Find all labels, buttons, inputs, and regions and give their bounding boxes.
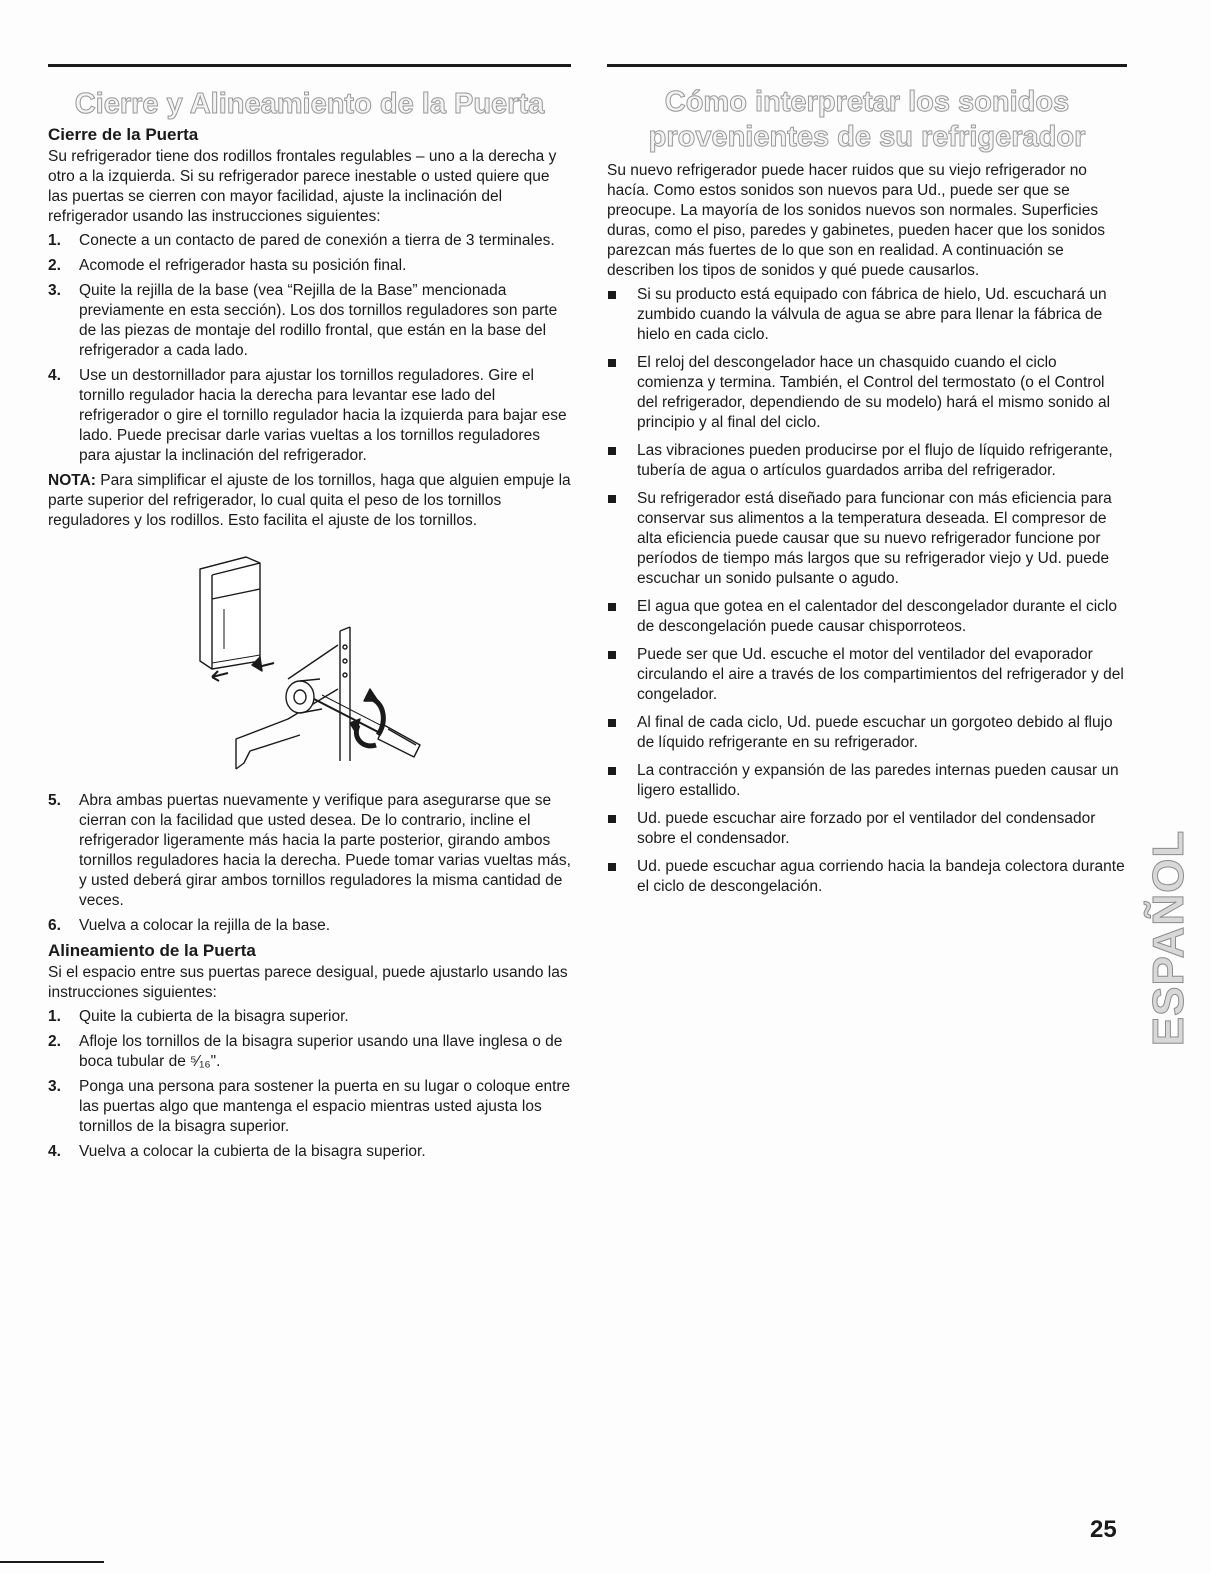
closure-heading: Cierre de la Puerta xyxy=(48,124,199,144)
bullet-icon xyxy=(607,809,637,849)
section-title-door: Cierre y Alineamiento de la Puerta xyxy=(74,88,545,120)
step-text: Afloje los tornillos de la bisagra superior usando una llave inglesa o de boca tubular de ⁵⁄₁₆". xyxy=(79,1032,563,1070)
list-item xyxy=(48,1077,571,1137)
step-text: Vuelva a colocar la cubierta de la bisagra superior. xyxy=(79,1142,426,1160)
step-text: Abra ambas puertas nuevamente y verifique para asegurarse que se cierran con la facilidad que usted desea. De lo contrario, incline el refrigerador ligeramente más hacia la parte posterior, girando ambos tornillos reguladores hacia la derecha. Puede tomar varias vueltas más, y usted deberá girar ambos tornillos reguladores la misma cantidad de veces. xyxy=(79,791,571,909)
list-item xyxy=(607,489,1127,589)
list-item xyxy=(48,231,571,251)
bullet-icon xyxy=(607,645,637,705)
step-text: Conecte a un contacto de pared de conexión a tierra de 3 terminales. xyxy=(79,231,555,249)
footer-rule xyxy=(0,1561,104,1563)
step-text: Use un destornillador para ajustar los tornillos reguladores. Gire el tornillo regulador hacia la derecha para levantar ese lado del refrigerador o gire el tornillo regulador hacia la izquierda para bajar ese lado. Puede precisar darle varias vueltas a los tornillos reguladores para ajustar la inclinación del refrigerador. xyxy=(79,366,567,464)
bullet-text: Ud. puede escuchar aire forzado por el ventilador del condensador sobre el condensador. xyxy=(637,809,1096,847)
bullet-text: Puede ser que Ud. escuche el motor del ventilador del evaporador circulando el aire a través de los compartimientos del refrigerador y del congelador. xyxy=(637,645,1124,703)
sounds-intro: Su nuevo refrigerador puede hacer ruidos que su viejo refrigerador no hacía. Como estos sonidos son nuevos para Ud., puede ser que se preocupe. La mayoría de los sonidos nuevos son normales. Superficies duras, como el piso, paredes y gabinetes, pueden hacer que los sonidos parezcan más fuertes de lo que son en realidad. A continuación se describen los tipos de sonidos y qué puede causarlos. xyxy=(607,161,1106,279)
list-item xyxy=(48,256,571,276)
closure-steps xyxy=(48,231,571,466)
page-number: 25 xyxy=(1090,1516,1117,1543)
list-item xyxy=(607,645,1127,705)
step-number: 1. xyxy=(48,231,61,249)
alignment-steps xyxy=(48,1007,571,1162)
step-number: 2. xyxy=(48,1032,61,1050)
bullet-icon xyxy=(607,713,637,753)
bullet-icon xyxy=(607,441,637,481)
step-number: 2. xyxy=(48,256,61,274)
list-item xyxy=(48,1032,571,1072)
step-number: 3. xyxy=(48,1077,61,1095)
step-number: 4. xyxy=(48,366,61,384)
left-column xyxy=(48,64,571,1167)
note-label: NOTA: xyxy=(48,471,96,489)
list-item xyxy=(607,857,1127,897)
bullet-text: El agua que gotea en el calentador del descongelador durante el ciclo de descongelación puede causar chisporroteos. xyxy=(637,597,1117,635)
note-paragraph xyxy=(48,471,571,531)
step-number: 5. xyxy=(48,791,61,809)
step-number: 1. xyxy=(48,1007,61,1025)
section-title-sounds: Cómo interpretar los sonidos provenientes de su refrigerador xyxy=(648,86,1086,153)
bullet-icon xyxy=(607,761,637,801)
right-column xyxy=(607,64,1127,905)
list-item xyxy=(48,1007,571,1027)
bullet-text: Su refrigerador está diseñado para funcionar con más eficiencia para conservar sus alimentos a la temperatura deseada. El compresor de alta eficiencia puede causar que su nuevo refrigerador funcione por períodos de tiempo más largos que su refrigerador viejo y Ud. puede escuchar un sonido pulsante o agudo. xyxy=(637,489,1112,587)
list-item xyxy=(607,597,1127,637)
bullet-text: La contracción y expansión de las paredes internas pueden causar un ligero estallido. xyxy=(637,761,1119,799)
list-item xyxy=(607,285,1127,345)
bullet-icon xyxy=(607,489,637,589)
top-rule xyxy=(607,64,1127,67)
language-side-tab xyxy=(1144,818,1194,1058)
top-rule xyxy=(48,64,571,67)
list-item xyxy=(607,713,1127,753)
bullet-icon xyxy=(607,353,637,433)
bullet-text: Ud. puede escuchar agua corriendo hacia la bandeja colectora durante el ciclo de descongelación. xyxy=(637,857,1125,895)
step-number: 6. xyxy=(48,916,61,934)
step-text: Quite la rejilla de la base (vea “Rejilla de la Base” mencionada previamente en esta sección). Los dos tornillos reguladores son parte de las piezas de montaje del rodillo frontal, que están en la base del refrigerador a cada lado. xyxy=(79,281,558,359)
closure-steps-continued xyxy=(48,791,571,936)
sounds-list xyxy=(607,285,1127,897)
bullet-icon xyxy=(607,285,637,345)
list-item xyxy=(607,353,1127,433)
step-number: 3. xyxy=(48,281,61,299)
bullet-text: Si su producto está equipado con fábrica de hielo, Ud. escuchará un zumbido cuando la válvula de agua se abre para llenar la fábrica de hielo en cada ciclo. xyxy=(637,285,1107,343)
step-text: Quite la cubierta de la bisagra superior. xyxy=(79,1007,349,1025)
bullet-text: Las vibraciones pueden producirse por el flujo de líquido refrigerante, tubería de agua o artículos guardados arriba del refrigerador. xyxy=(637,441,1113,479)
language-label: ESPAÑOL xyxy=(1144,829,1193,1047)
step-text: Vuelva a colocar la rejilla de la base. xyxy=(79,916,331,934)
alignment-heading: Alineamiento de la Puerta xyxy=(48,940,256,960)
list-item xyxy=(48,366,571,466)
step-text: Ponga una persona para sostener la puerta en su lugar o coloque entre las puertas algo que mantenga el espacio mientras usted ajusta los tornillos de la bisagra superior. xyxy=(79,1077,571,1135)
leveling-screw-illustration xyxy=(188,549,428,779)
bullet-icon xyxy=(607,597,637,637)
list-item xyxy=(48,1142,571,1162)
step-text: Acomode el refrigerador hasta su posición final. xyxy=(79,256,407,274)
bullet-text: Al final de cada ciclo, Ud. puede escuchar un gorgoteo debido al flujo de líquido refrigerante en su refrigerador. xyxy=(637,713,1113,751)
bullet-icon xyxy=(607,857,637,897)
step-number: 4. xyxy=(48,1142,61,1160)
closure-intro: Su refrigerador tiene dos rodillos frontales regulables – uno a la derecha y otro a la izquierda. Si su refrigerador parece inestable o usted quiere que las puertas se cierren con mayor facilidad, ajuste la inclinación del refrigerador usando las instrucciones siguientes: xyxy=(48,147,557,225)
list-item xyxy=(48,791,571,911)
list-item xyxy=(48,916,571,936)
list-item xyxy=(607,761,1127,801)
note-text: Para simplificar el ajuste de los tornillos, haga que alguien empuje la parte superior del refrigerador, lo cual quita el peso de los tornillos reguladores y los rodillos. Esto facilita el ajuste de los tornillos. xyxy=(48,471,571,529)
list-item xyxy=(48,281,571,361)
list-item xyxy=(607,441,1127,481)
alignment-intro: Si el espacio entre sus puertas parece desigual, puede ajustarlo usando las instrucciones siguientes: xyxy=(48,963,568,1001)
list-item xyxy=(607,809,1127,849)
bullet-text: El reloj del descongelador hace un chasquido cuando el ciclo comienza y termina. También, el Control del termostato (o el Control del refrigerador, dependiendo de su modelo) hará el mismo sonido al principio y al final del ciclo. xyxy=(637,353,1111,431)
